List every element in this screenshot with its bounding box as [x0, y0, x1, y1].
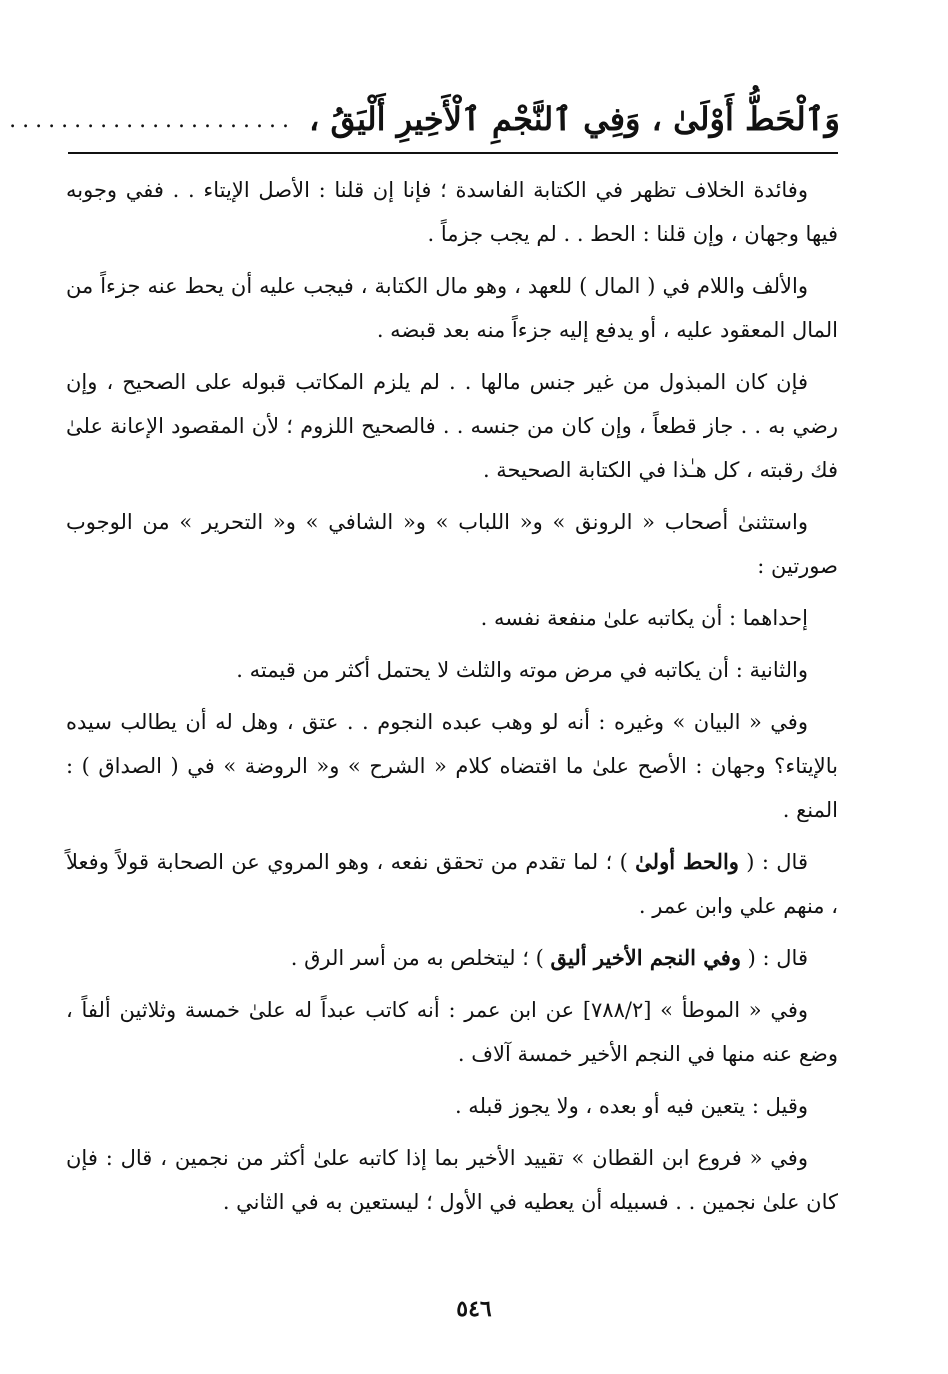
paragraph-6: والثانية : أن يكاتبه في مرض موته والثلث لا يحتمل أكثر من قيمته . — [236, 658, 808, 682]
header-title: وَٱلْحَطُّ أَوْلَىٰ ، وَفِي ٱلنَّجْمِ ٱلْأَخِيرِ أَلْيَقُ ، — [309, 99, 840, 138]
paragraph-1: وفائدة الخلاف تظهر في الكتابة الفاسدة ؛ فإنا إن قلنا : الأصل الإيتاء . . ففي وجوبه فيها وجهان ، وإن قلنا : الحط . . لم يجب جزماً . — [66, 178, 838, 246]
quote-commentary: ) ؛ ليتخلص به من أسر الرق . — [290, 946, 551, 970]
paragraph-12: وفي « فروع ابن القطان » تقييد الأخير بما إذا كاتبه علىٰ أكثر من نجمين ، قال : فإن كان علىٰ نجمين . . فسبيله أن يعطيه في الأول ؛ ليستعين به في الثاني . — [66, 1146, 838, 1214]
paragraph-2: والألف واللام في ( المال ) للعهد ، وهو مال الكتابة ، فيجب عليه أن يحط عنه جزءاً من المال المعقود عليه ، أو يدفع إليه جزءاً منه بعد قبضه . — [66, 274, 838, 342]
paragraph-11: وقيل : يتعين فيه أو بعده ، ولا يجوز قبله . — [454, 1094, 808, 1118]
header-dots: ...................... — [9, 107, 295, 133]
paragraph-5: إحداهما : أن يكاتبه علىٰ منفعة نفسه . — [480, 606, 808, 630]
page-number: ٥٤٦ — [456, 1296, 492, 1322]
paragraph-10: وفي « الموطأ » [٧٨٨/٢] عن ابن عمر : أنه كاتب عبداً له علىٰ خمسة وثلاثين ألفاً ، وضع عنه منها في النجم الأخير خمسة آلاف . — [66, 998, 838, 1066]
matn-quote: وفي النجم الأخير أليق — [550, 945, 741, 970]
page-body — [66, 168, 838, 1232]
quote-prefix: قال : ( — [741, 946, 808, 970]
paragraph-8 — [66, 840, 838, 928]
header-rule — [68, 152, 838, 154]
paragraph-9 — [66, 936, 838, 980]
quote-prefix: قال : ( — [738, 850, 808, 874]
paragraph-3: فإن كان المبذول من غير جنس مالها . . لم يلزم المكاتب قبوله على الصحيح ، وإن رضي به . . جاز قطعاً ، وإن كان من جنسه . . فالصحيح اللزوم ؛ لأن المقصود الإعانة علىٰ فك رقبته ، كل هـٰذا في الكتابة الصحيحة . — [66, 370, 838, 482]
paragraph-7: وفي « البيان » وغيره : أنه لو وهب عبده النجوم . . عتق ، وهل له أن يطالب سيده بالإيتاء؟ وجهان : الأصح علىٰ ما اقتضاه كلام « الشرح » و« الروضة » في ( الصداق ) : المنع . — [66, 710, 838, 822]
paragraph-4: واستثنىٰ أصحاب « الرونق » و« اللباب » و« الشافي » و« التحرير » من الوجوب صورتين : — [66, 510, 838, 578]
quote-commentary: ) ؛ لما تقدم من تحقق نفعه ، وهو المروي عن الصحابة قولاً وفعلاً ، منهم علي وابن عمر . — [66, 850, 838, 918]
matn-quote: والحط أولىٰ — [635, 849, 739, 874]
running-header — [9, 78, 840, 138]
